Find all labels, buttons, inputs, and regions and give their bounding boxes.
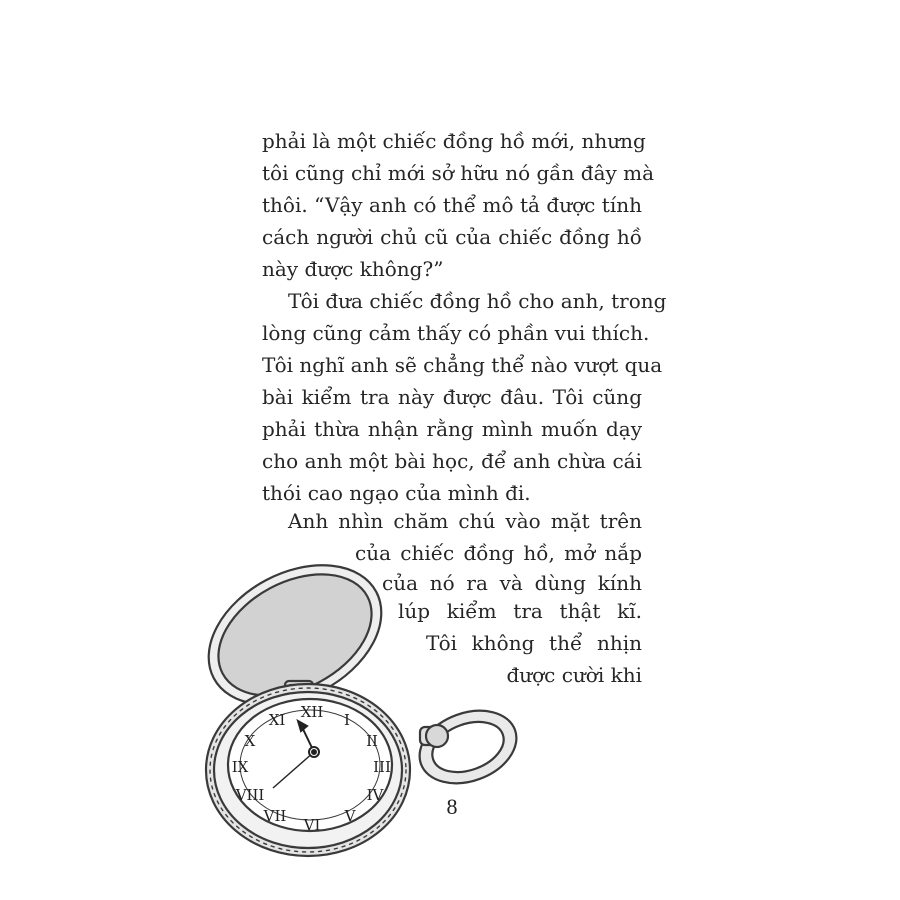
paragraph-2-line: Tôi nghĩ anh sẽ chẳng thể nào vượt qua xyxy=(262,353,663,377)
paragraph-2-line: bài kiểm tra này được đâu. Tôi cũng xyxy=(262,385,642,409)
svg-text:VI: VI xyxy=(303,816,321,834)
paragraph-2-line: cho anh một bài học, để anh chừa cái xyxy=(262,449,642,473)
paragraph-2-line: phải thừa nhận rằng mình muốn dạy xyxy=(262,417,642,441)
paragraph-2-line: lòng cũng cảm thấy có phần vui thích. xyxy=(262,321,650,345)
svg-text:IX: IX xyxy=(231,758,249,776)
svg-text:II: II xyxy=(366,732,378,750)
svg-text:X: X xyxy=(244,732,256,750)
paragraph-2-line: Tôi đưa chiếc đồng hồ cho anh, trong xyxy=(288,289,667,313)
svg-text:IV: IV xyxy=(366,786,384,804)
paragraph-1-line: này được không?” xyxy=(262,257,444,281)
svg-text:XII: XII xyxy=(300,703,324,721)
svg-text:VIII: VIII xyxy=(235,786,265,804)
page-number: 8 xyxy=(446,794,458,819)
svg-text:XI: XI xyxy=(268,711,286,729)
svg-text:VII: VII xyxy=(263,807,287,825)
paragraph-3-line: của chiếc đồng hồ, mở nắp xyxy=(355,541,642,565)
paragraph-1-line: cách người chủ cũ của chiếc đồng hồ xyxy=(262,225,642,249)
paragraph-1-line: thôi. “Vậy anh có thể mô tả được tính xyxy=(262,193,642,217)
paragraph-3-line: của nó ra và dùng kính xyxy=(382,571,642,595)
paragraph-3-line: lúp kiểm tra thật kĩ. xyxy=(398,599,642,623)
pocket-watch-icon xyxy=(190,555,550,875)
paragraph-3-line: Anh nhìn chăm chú vào mặt trên xyxy=(288,509,642,533)
svg-text:V: V xyxy=(344,807,356,825)
svg-text:III: III xyxy=(373,758,391,776)
paragraph-4-line: được cười khi xyxy=(506,663,642,687)
paragraph-4-line: Tôi không thể nhịn xyxy=(426,631,642,655)
paragraph-1-line: phải là một chiếc đồng hồ mới, nhưng xyxy=(262,129,646,153)
paragraph-2-line: thói cao ngạo của mình đi. xyxy=(262,481,531,505)
svg-text:I: I xyxy=(344,711,350,729)
paragraph-1-line: tôi cũng chỉ mới sở hữu nó gần đây mà xyxy=(262,161,655,185)
